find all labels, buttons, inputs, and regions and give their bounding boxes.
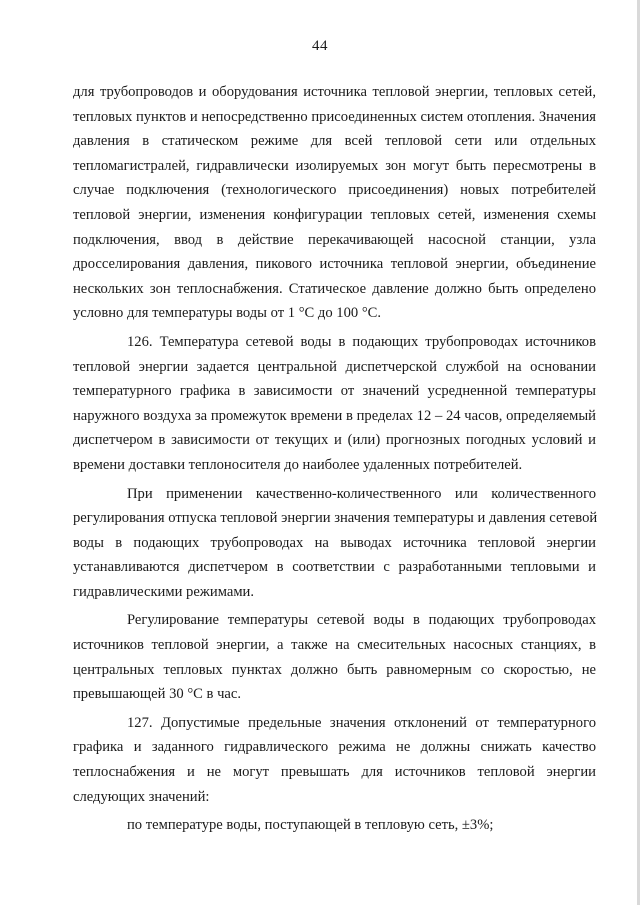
- text-line: 127. Допустимые предельные значения отклонений от температурного: [127, 714, 596, 731]
- text-line: устанавливаются диспетчером в соответствии с разработанными тепловыми и: [73, 559, 596, 576]
- text-line: теплоснабжения и не могут превышать для источников тепловой энергии: [73, 764, 596, 781]
- page-number: 44: [312, 38, 328, 54]
- text-line: подключения, ввод в действие перекачивающей насосной станции, узла: [73, 231, 596, 248]
- text-line: При применении качественно-количественного или количественного: [127, 485, 596, 502]
- paragraph: [73, 813, 596, 838]
- text-line: следующих значений:: [73, 788, 210, 805]
- text-line: тепловой энергии задается центральной диспетчерской службой на основании: [73, 358, 596, 375]
- text-line: 126. Температура сетевой воды в подающих трубопроводах источников: [127, 333, 596, 350]
- text-line: давления в статическом режиме для всей тепловой сети или отдельных: [73, 133, 596, 150]
- text-line: источников тепловой энергии, а также на смесительных насосных станциях, в: [73, 637, 596, 654]
- text-line: нескольких зон теплоснабжения. Статическое давление должно быть определено: [73, 280, 596, 297]
- text-line: диспетчером в зависимости от текущих и (или) прогнозных погодных условий и: [73, 432, 596, 449]
- text-line: случае подключения (технологического присоединения) новых потребителей: [73, 182, 596, 199]
- text-line: по температуре воды, поступающей в тепловую сеть, ±3%;: [127, 817, 494, 834]
- paragraph: [73, 80, 596, 326]
- text-line: центральных тепловых пунктах должно быть равномерным со скоростью, не: [73, 661, 596, 678]
- text-line: Регулирование температуры сетевой воды в подающих трубопроводах: [127, 612, 596, 629]
- text-line: для трубопроводов и оборудования источника тепловой энергии, тепловых сетей,: [73, 84, 596, 100]
- text-line: гидравлическими режимами.: [73, 583, 255, 600]
- text-line: тепломагистралей, гидравлически изолируемых зон могут быть пересмотрены в: [73, 157, 596, 174]
- text-line: времени доставки теплоносителя до наиболее удаленных потребителей.: [73, 456, 523, 473]
- paragraph: [73, 482, 596, 605]
- text-line: тепловой энергии, изменения конфигурации тепловых сетей, изменения схемы: [73, 206, 596, 223]
- text-line: условно для температуры воды от 1 °С до 100 °С.: [73, 305, 382, 322]
- paragraph: [73, 711, 596, 809]
- document-body: [73, 80, 596, 838]
- text-line: регулирования отпуска тепловой энергии значения температуры и давления сетевой: [73, 510, 598, 527]
- text-line: тепловых пунктов и непосредственно присоединенных систем отопления. Значения: [73, 108, 596, 125]
- text-line: температурного графика в зависимости от значений усредненной температуры: [73, 383, 596, 400]
- text-line: наружного воздуха за промежуток времени в пределах 12 – 24 часов, определяемый: [73, 407, 596, 424]
- text-line: дросселирования давления, пикового источника тепловой энергии, объединение: [73, 256, 596, 273]
- text-line: воды в подающих трубопроводах на выводах источника тепловой энергии: [73, 534, 596, 551]
- text-line: графика и заданного гидравлического режима не должны снижать качество: [73, 739, 596, 756]
- paragraph: [73, 330, 596, 478]
- text-line: превышающей 30 °С в час.: [73, 686, 242, 703]
- paragraph: [73, 608, 596, 706]
